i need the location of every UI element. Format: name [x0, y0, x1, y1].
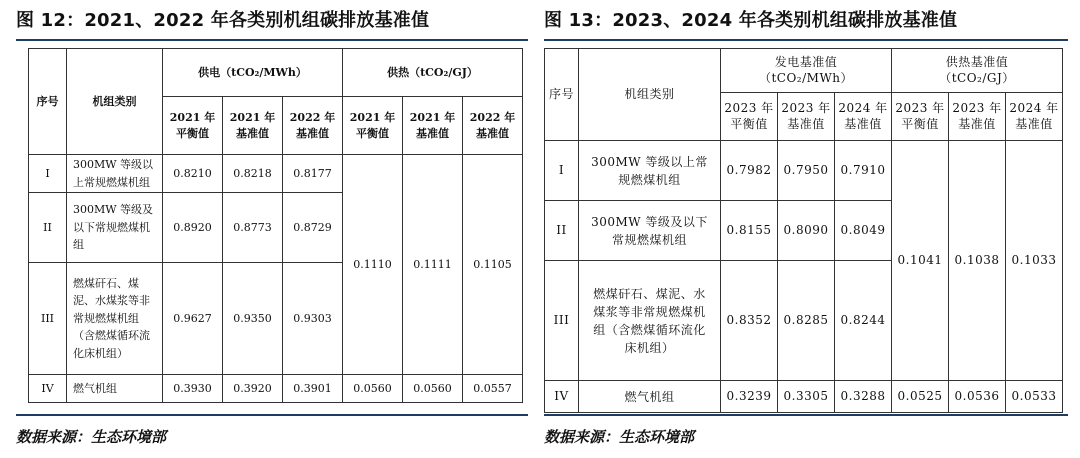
row-category: 300MW 等级及以下常规燃煤机组 [67, 193, 163, 263]
table-row [29, 155, 523, 193]
power-value: 0.8177 [283, 155, 343, 193]
sub-header: 2023 年平衡值 [721, 93, 778, 141]
power-value: 0.9350 [223, 263, 283, 375]
sub-header: 2021 年基准值 [403, 97, 463, 155]
left-source-note: 数据来源：生态环境部 [16, 428, 167, 446]
power-value: 0.3239 [721, 381, 778, 413]
sub-header: 2022 年基准值 [463, 97, 523, 155]
table-row [545, 141, 1063, 201]
right-figure [544, 0, 1068, 458]
power-value: 0.8773 [223, 193, 283, 263]
row-index: IV [29, 375, 67, 403]
col-index-header: 序号 [545, 49, 579, 141]
heat-group-unit: （tCO₂/GJ） [939, 70, 1015, 85]
power-group-unit: （tCO₂/MWh） [758, 70, 854, 85]
row-index: II [545, 201, 579, 261]
power-value: 0.3901 [283, 375, 343, 403]
sub-header: 2021 年基准值 [223, 97, 283, 155]
sub-header: 2021 年平衡值 [343, 97, 403, 155]
row-category: 燃煤矸石、煤泥、水煤浆等非常规燃煤机组（含燃煤循环流化床机组） [579, 261, 721, 381]
heat-value: 0.1110 [343, 155, 403, 375]
row-index: I [545, 141, 579, 201]
table-row [545, 381, 1063, 413]
row-index: I [29, 155, 67, 193]
power-value: 0.8155 [721, 201, 778, 261]
power-value: 0.3930 [163, 375, 223, 403]
heat-value: 0.0533 [1006, 381, 1063, 413]
power-value: 0.8090 [778, 201, 835, 261]
power-value: 0.8218 [223, 155, 283, 193]
sub-header: 2023 年平衡值 [892, 93, 949, 141]
sub-header: 2023 年基准值 [778, 93, 835, 141]
power-group-title: 发电基准值 [774, 54, 838, 69]
right-emission-table [544, 48, 1063, 413]
power-value: 0.8285 [778, 261, 835, 381]
table-row [29, 375, 523, 403]
heat-group-header: 供热（tCO₂/GJ） [343, 49, 523, 97]
power-value: 0.8920 [163, 193, 223, 263]
col-index-header: 序号 [29, 49, 67, 155]
power-value: 0.8210 [163, 155, 223, 193]
sub-header: 2024 年基准值 [835, 93, 892, 141]
heat-value: 0.0525 [892, 381, 949, 413]
row-category: 燃气机组 [579, 381, 721, 413]
power-value: 0.7910 [835, 141, 892, 201]
left-emission-table [28, 48, 523, 403]
power-value: 0.8729 [283, 193, 343, 263]
power-value: 0.3305 [778, 381, 835, 413]
col-category-header: 机组类别 [67, 49, 163, 155]
heat-value: 0.0536 [949, 381, 1006, 413]
sub-header: 2024 年基准值 [1006, 93, 1063, 141]
power-value: 0.7982 [721, 141, 778, 201]
row-category: 燃煤矸石、煤泥、水煤浆等非常规燃煤机组（含燃煤循环流化床机组） [67, 263, 163, 375]
left-figure-title: 图 12：2021、2022 年各类别机组碳排放基准值 [16, 10, 430, 31]
heat-group-title: 供热基准值 [945, 54, 1009, 69]
power-value: 0.8244 [835, 261, 892, 381]
row-category: 300MW 等级及以下常规燃煤机组 [579, 201, 721, 261]
heat-value: 0.1038 [949, 141, 1006, 381]
heat-value: 0.1041 [892, 141, 949, 381]
power-value: 0.3920 [223, 375, 283, 403]
row-category: 燃气机组 [67, 375, 163, 403]
row-category: 300MW 等级以上常规燃煤机组 [67, 155, 163, 193]
power-value: 0.8049 [835, 201, 892, 261]
sub-header: 2022 年基准值 [283, 97, 343, 155]
power-group-header: 供电（tCO₂/MWh） [163, 49, 343, 97]
power-value: 0.9303 [283, 263, 343, 375]
row-index: II [29, 193, 67, 263]
right-bottom-rule [544, 414, 1068, 416]
row-category: 300MW 等级以上常规燃煤机组 [579, 141, 721, 201]
power-value: 0.9627 [163, 263, 223, 375]
right-source-note: 数据来源：生态环境部 [544, 428, 695, 446]
left-figure [16, 0, 528, 458]
power-value: 0.3288 [835, 381, 892, 413]
heat-value: 0.1111 [403, 155, 463, 375]
right-title-rule [544, 39, 1068, 41]
power-value: 0.8352 [721, 261, 778, 381]
heat-group-header [892, 49, 1063, 93]
left-bottom-rule [16, 414, 528, 416]
col-category-header: 机组类别 [579, 49, 721, 141]
sub-header: 2023 年基准值 [949, 93, 1006, 141]
left-title-rule [16, 39, 528, 41]
row-index: IV [545, 381, 579, 413]
heat-value: 0.1033 [1006, 141, 1063, 381]
sub-header: 2021 年平衡值 [163, 97, 223, 155]
power-value: 0.7950 [778, 141, 835, 201]
heat-value: 0.0560 [403, 375, 463, 403]
heat-value: 0.1105 [463, 155, 523, 375]
row-index: III [545, 261, 579, 381]
heat-value: 0.0560 [343, 375, 403, 403]
power-group-header [721, 49, 892, 93]
heat-value: 0.0557 [463, 375, 523, 403]
row-index: III [29, 263, 67, 375]
right-figure-title: 图 13：2023、2024 年各类别机组碳排放基准值 [544, 10, 958, 31]
